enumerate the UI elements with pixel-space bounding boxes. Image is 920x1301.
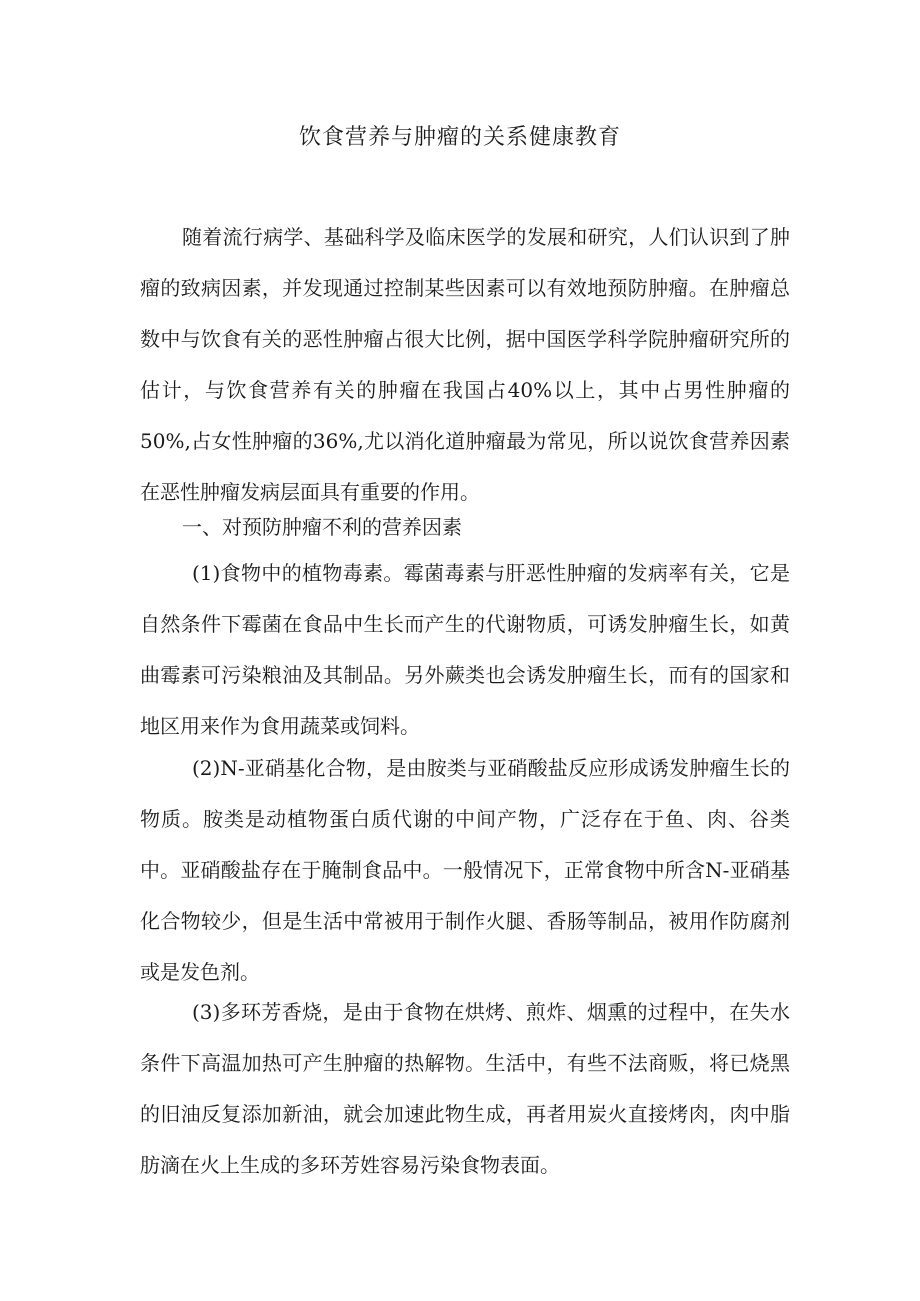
item-paragraph-2	[140, 743, 790, 998]
item-paragraph-3	[140, 987, 790, 1191]
paragraph-text: (2)N-亚硝基化合物，是由胺类与亚硝酸盐反应形成诱发肿瘤生长的物质。胺类是动植物蛋白质代谢的中间产物，广泛存在于鱼、肉、谷类中。亚硝酸盐存在于腌制食品中。一般情况下，正常食物中所含N-亚硝基化合物较少，但是生活中常被用于制作火腿、香肠等制品，被用作防腐剂或是发色剂。	[140, 756, 790, 984]
paragraph-text: 随着流行病学、基础科学及临床医学的发展和研究，人们认识到了肿瘤的致病因素，并发现通过控制某些因素可以有效地预防肿瘤。在肿瘤总数中与饮食有关的恶性肿瘤占很大比例，据中国医学科学院肿瘤研究所的估计，与饮食营养有关的肿瘤在我国占40%以上，其中占男性肿瘤的50%,占女性肿瘤的36%,尤以消化道肿瘤最为常见，所以说饮食营养因素在恶性肿瘤发病层面具有重要的作用。	[140, 225, 790, 504]
document-title: 饮食营养与肿瘤的关系健康教育	[298, 125, 621, 150]
intro-paragraph	[140, 212, 790, 518]
paragraph-text: (3)多环芳香烧，是由于食物在烘烤、煎炸、烟熏的过程中，在失水条件下高温加热可产生肿瘤的热解物。生活中，有些不法商贩，将已烧黑的旧油反复添加新油，就会加速此物生成，再者用炭火直接烤肉，肉中脂肪滴在火上生成的多环芳姓容易污染食物表面。	[140, 1000, 790, 1177]
item-paragraph-1	[140, 548, 790, 752]
section-heading-text: 一、对预防肿瘤不利的营养因素	[182, 515, 462, 539]
paragraph-text: (1)食物中的植物毒素。霉菌毒素与肝恶性肿瘤的发病率有关，它是自然条件下霉菌在食品中生长而产生的代谢物质，可诱发肿瘤生长，如黄曲霉素可污染粮油及其制品。另外蕨类也会诱发肿瘤生长，而有的国家和地区用来作为食用蔬菜或饲料。	[140, 561, 790, 738]
section-heading	[140, 502, 790, 553]
